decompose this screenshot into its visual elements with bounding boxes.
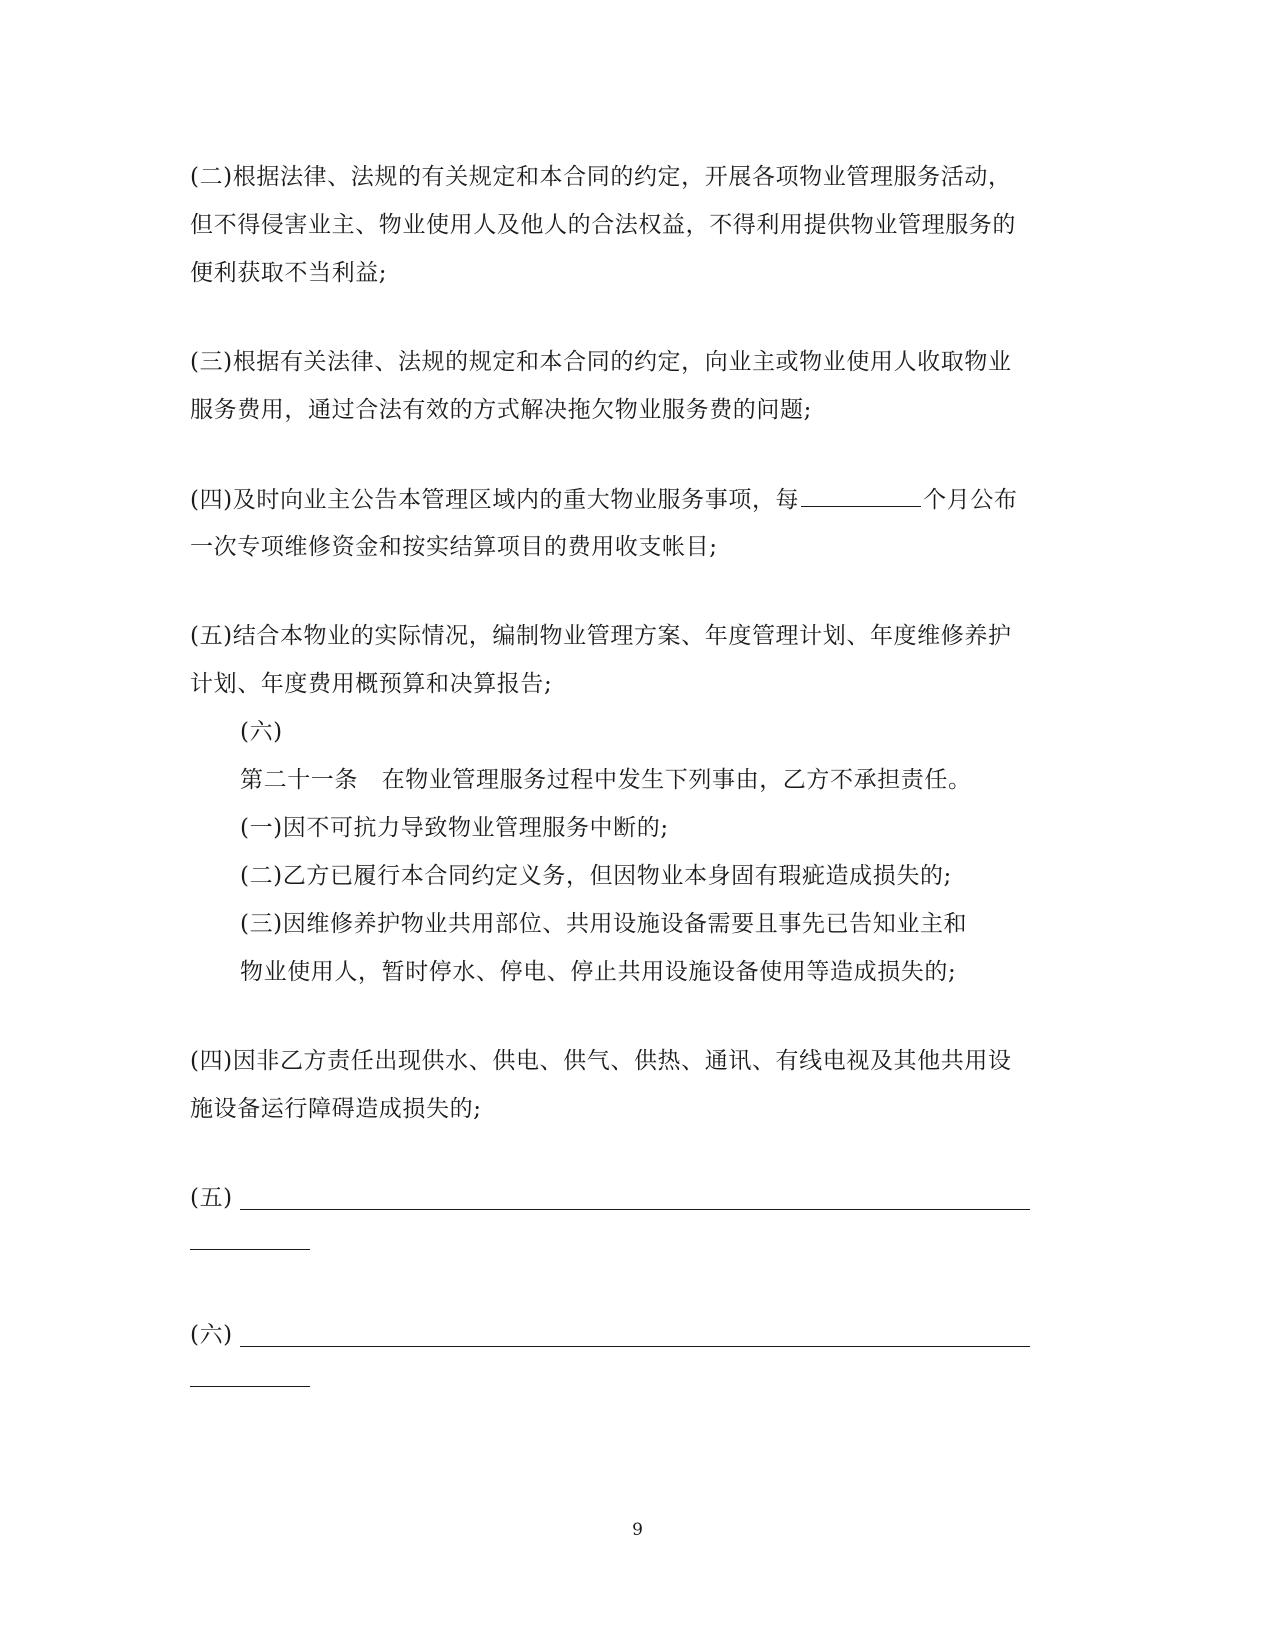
clause-3-line-1: (三)根据有关法律、法规的规定和本合同的约定，向业主或物业使用人收取物业 bbox=[190, 349, 1012, 375]
clause-4-text-before-blank: (四)及时向业主公告本管理区域内的重大物业服务事项，每 bbox=[190, 487, 800, 513]
article-21-item-4-line-2: 施设备运行障碍造成损失的; bbox=[190, 1096, 482, 1122]
clause-5-line-1: (五)结合本物业的实际情况，编制物业管理方案、年度管理计划、年度维修养护 bbox=[190, 623, 1012, 649]
item-6-blank-line-2 bbox=[190, 1386, 310, 1387]
article-21-item-3-line-2: 物业使用人，暂时停水、停电、停止共用设施设备使用等造成损失的; bbox=[240, 959, 957, 985]
clause-2-line-3: 便利获取不当利益; bbox=[190, 260, 388, 286]
article-21-item-1: (一)因不可抗力导致物业管理服务中断的; bbox=[240, 815, 669, 841]
clause-4-line-1 bbox=[190, 484, 1018, 515]
page-number: 9 bbox=[632, 1520, 643, 1540]
article-21-item-5-label: (五) bbox=[190, 1185, 233, 1211]
clause-4-text-after-blank: 个月公布 bbox=[923, 487, 1018, 513]
clause-6-label: (六) bbox=[240, 719, 283, 745]
article-21-item-6-label: (六) bbox=[190, 1322, 233, 1348]
clause-3-line-2: 服务费用，通过合法有效的方式解决拖欠物业服务费的问题; bbox=[190, 397, 812, 423]
clause-4-line-2: 一次专项维修资金和按实结算项目的费用收支帐目; bbox=[190, 534, 718, 560]
clause-5-line-2: 计划、年度费用概预算和决算报告; bbox=[190, 671, 553, 697]
clause-2-line-1: (二)根据法律、法规的有关规定和本合同的约定，开展各项物业管理服务活动， bbox=[190, 164, 1012, 190]
item-5-blank-line-2 bbox=[190, 1249, 310, 1250]
article-21-item-4-line-1: (四)因非乙方责任出现供水、供电、供气、供热、通讯、有线电视及其他共用设 bbox=[190, 1048, 1012, 1074]
item-5-blank-line-1 bbox=[240, 1209, 1030, 1210]
article-21-item-2: (二)乙方已履行本合同约定义务，但因物业本身固有瑕疵造成损失的; bbox=[240, 863, 952, 889]
months-blank bbox=[801, 484, 921, 507]
article-21-heading: 第二十一条 在物业管理服务过程中发生下列事由，乙方不承担责任。 bbox=[240, 767, 972, 793]
article-21-item-3-line-1: (三)因维修养护物业共用部位、共用设施设备需要且事先已告知业主和 bbox=[240, 911, 968, 937]
clause-2-line-2: 但不得侵害业主、物业使用人及他人的合法权益，不得利用提供物业管理服务的 bbox=[190, 212, 1016, 238]
item-6-blank-line-1 bbox=[240, 1346, 1030, 1347]
